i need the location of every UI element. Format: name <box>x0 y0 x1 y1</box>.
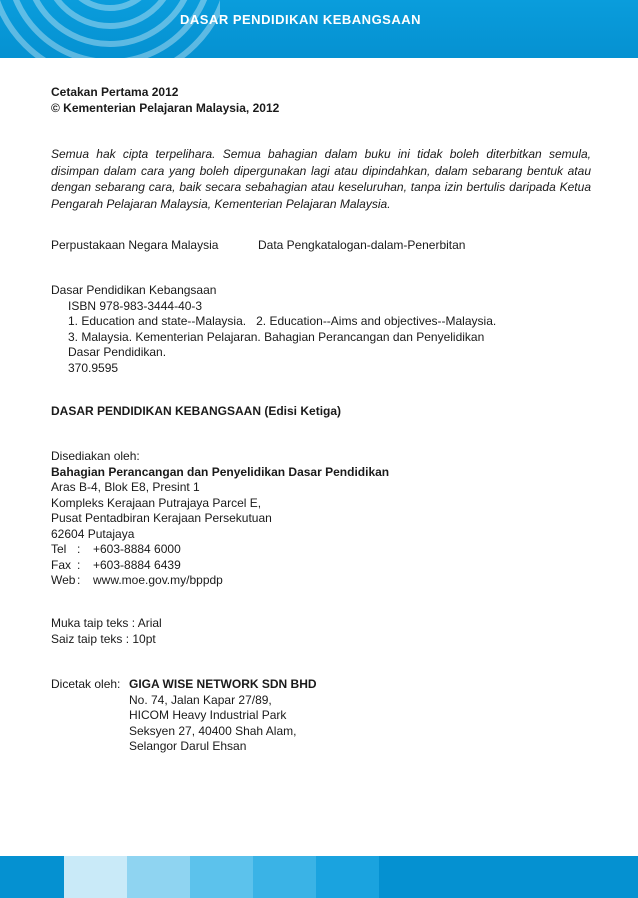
printer-info <box>51 677 591 755</box>
printer-address-line: Selangor Darul Ehsan <box>129 739 247 753</box>
printer-address-line: Seksyen 27, 40400 Shah Alam, <box>129 723 297 738</box>
contact-web <box>51 573 591 589</box>
printer-address-line: No. 74, Jalan Kapar 27/89, <box>129 692 272 707</box>
header-banner <box>0 0 638 58</box>
contact-separator: : <box>77 557 81 572</box>
contact-label: Fax <box>51 557 72 572</box>
printer-address-line: HICOM Heavy Industrial Park <box>129 708 287 722</box>
address-line: Pusat Pentadbiran Kerajaan Persekutuan <box>51 511 272 525</box>
contact-value: +603-8884 6439 <box>93 557 181 572</box>
book-title: DASAR PENDIDIKAN KEBANGSAAN (Edisi Ketiga) <box>51 404 342 418</box>
address-line: Kompleks Kerajaan Putrajaya Parcel E, <box>51 495 262 510</box>
printer-details <box>129 677 317 755</box>
footer-color-bar <box>64 856 127 898</box>
catalog-line: 3. Malaysia. Kementerian Pelajaran. Bahagian Perancangan dan Penyelidikan <box>68 329 485 344</box>
contact-separator: : <box>77 573 81 587</box>
catalog-title: Dasar Pendidikan Kebangsaan <box>51 283 217 297</box>
library-name: Perpustakaan Negara Malaysia <box>51 238 219 252</box>
prepared-org: Bahagian Perancangan dan Penyelidikan Dasar Pendidikan <box>51 464 390 479</box>
header-title: DASAR PENDIDIKAN KEBANGSAAN <box>180 12 422 27</box>
typesize-line: Saiz taip teks : 10pt <box>51 631 156 646</box>
printer-name: GIGA WISE NETWORK SDN BHD <box>129 677 317 691</box>
address-line: Aras B-4, Blok E8, Presint 1 <box>51 480 200 494</box>
footer-color-bar <box>253 856 316 898</box>
catalog-row <box>51 238 591 254</box>
edition-line: Cetakan Pertama 2012 <box>51 85 179 99</box>
contact-value: www.moe.gov.my/bppdp <box>93 573 223 587</box>
typography-info <box>51 616 591 647</box>
cataloging-data <box>51 283 591 376</box>
contact-label: Web <box>51 573 76 587</box>
copyright-line: © Kementerian Pelajaran Malaysia, 2012 <box>51 100 280 115</box>
footer-color-bar <box>190 856 253 898</box>
catalog-line: ISBN 978-983-3444-40-3 <box>68 298 203 313</box>
concentric-circles-logo-icon <box>0 0 220 58</box>
printer-row <box>51 677 591 755</box>
rights-statement: Semua hak cipta terpelihara. Semua bahagian dalam buku ini tidak boleh diterbitkan semula, disimpan dalam cara yang boleh dipergunakan lagi atau dipindahkan, dalam sebarang bentuk atau dengan sebarang cara, baik secara sebahagian atau keseluruhan, tanpa izin bertulis daripada Ketua Pengarah Pelajaran Malaysia, Kementerian Pelajaran Malaysia. <box>51 147 591 211</box>
contact-tel <box>51 542 591 558</box>
typeface-line: Muka taip teks : Arial <box>51 616 162 630</box>
cip-label: Data Pengkatalogan-dalam-Penerbitan <box>258 238 466 252</box>
catalog-line: Dasar Pendidikan. <box>68 345 167 359</box>
catalog-line: 370.9595 <box>68 360 119 375</box>
footer-color-bar <box>127 856 190 898</box>
printer-label: Dicetak oleh: <box>51 677 121 691</box>
catalog-line: 1. Education and state--Malaysia. 2. Education--Aims and objectives--Malaysia. <box>68 314 497 328</box>
footer-color-bar <box>316 856 379 898</box>
prepared-by <box>51 449 591 589</box>
address-line: 62604 Putajaya <box>51 526 135 541</box>
edition-info <box>51 85 591 116</box>
prepared-label: Disediakan oleh: <box>51 449 140 463</box>
contact-separator: : <box>77 542 81 556</box>
contact-label: Tel <box>51 542 67 556</box>
contact-value: +603-8884 6000 <box>93 542 181 556</box>
contact-fax <box>51 558 591 574</box>
footer-bar-strip <box>0 856 638 898</box>
